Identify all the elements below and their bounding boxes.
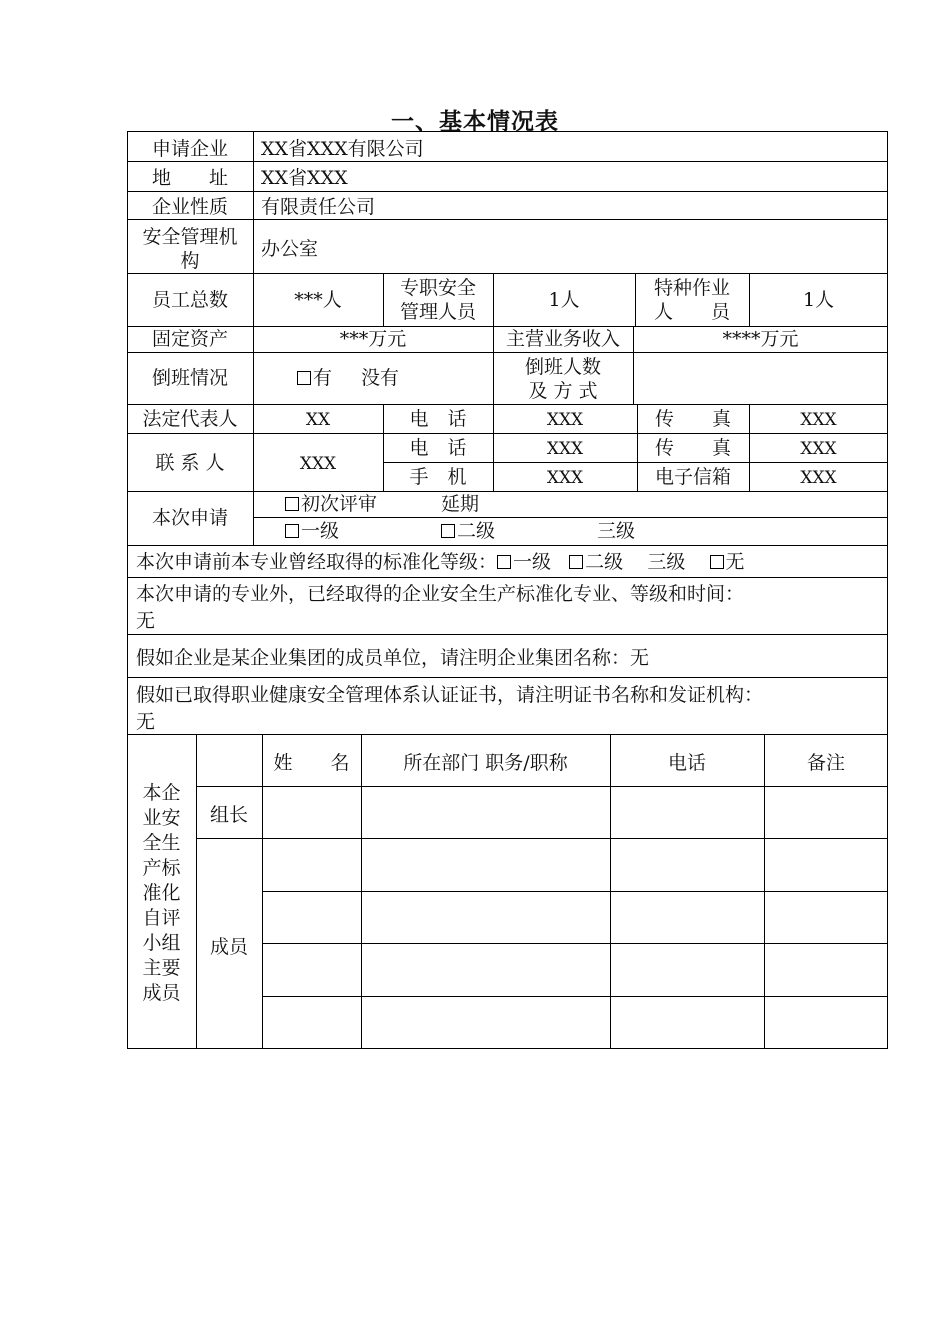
shift-option-yes[interactable]: 有 bbox=[297, 366, 332, 390]
contact-mobile: XXX bbox=[546, 468, 584, 488]
address-label: 地 址 bbox=[151, 167, 228, 189]
income-label: 主营业务收入 bbox=[505, 328, 620, 350]
member-row[interactable] bbox=[263, 997, 887, 1048]
safety-org-label-line1: 安全管理机 bbox=[142, 226, 238, 248]
legal-rep-phone: XXX bbox=[546, 410, 584, 430]
col-header-dept: 所在部门 职务/职称 bbox=[403, 752, 568, 774]
address-value: XX省XXX bbox=[261, 167, 348, 189]
shift-label: 倒班情况 bbox=[151, 367, 228, 389]
legal-rep-fax-label: 传 真 bbox=[654, 408, 731, 430]
prior-level-option-2[interactable]: 二级 bbox=[569, 551, 623, 573]
contact-mobile-label: 手 机 bbox=[409, 466, 467, 488]
assets-label: 固定资产 bbox=[151, 328, 228, 350]
page-title: 一、基本情况表 bbox=[391, 108, 559, 135]
shift-count-label-line1: 倒班人数 bbox=[524, 356, 601, 378]
application-label: 本次申请 bbox=[151, 507, 228, 529]
application-level3-option[interactable]: 三级 bbox=[597, 520, 636, 542]
member-row[interactable] bbox=[263, 944, 887, 995]
prior-level-option-1[interactable]: 一级 bbox=[497, 551, 551, 573]
special-staff-label-line2: 人 员 bbox=[653, 301, 730, 323]
prior-level-row bbox=[136, 550, 745, 574]
checkbox-icon bbox=[285, 497, 299, 511]
member-row[interactable] bbox=[263, 839, 887, 890]
col-header-name: 姓 名 bbox=[273, 752, 350, 774]
legal-rep-fax: XXX bbox=[800, 410, 837, 430]
contact-phone-label: 电 话 bbox=[409, 437, 467, 459]
staff-total-label: 员工总数 bbox=[151, 289, 228, 311]
col-header-phone: 电话 bbox=[667, 752, 706, 774]
member-label: 成员 bbox=[209, 936, 248, 958]
nature-label: 企业性质 bbox=[151, 196, 228, 218]
enterprise-label: 申请企业 bbox=[151, 138, 228, 160]
contact-label: 联 系 人 bbox=[155, 452, 225, 474]
checkbox-icon bbox=[285, 524, 299, 538]
safety-org-value: 办公室 bbox=[261, 238, 319, 260]
safety-staff-value: 1人 bbox=[548, 289, 580, 311]
nature-value: 有限责任公司 bbox=[261, 196, 376, 218]
special-staff-label-line1: 特种作业 bbox=[653, 277, 730, 299]
checkbox-icon bbox=[569, 555, 583, 569]
staff-total-value: ***人 bbox=[294, 289, 342, 311]
leader-phone-cell[interactable] bbox=[611, 787, 763, 837]
enterprise-value: XX省XXX有限公司 bbox=[261, 138, 424, 160]
shift-option-no[interactable]: 没有 bbox=[361, 367, 400, 389]
safety-staff-label-line2: 管理人员 bbox=[399, 301, 476, 323]
contact-fax: XXX bbox=[800, 439, 837, 459]
checkbox-icon bbox=[710, 555, 724, 569]
safety-org-label-line2: 构 bbox=[180, 250, 200, 272]
legal-rep-name: XX bbox=[305, 410, 331, 430]
checkbox-icon bbox=[441, 524, 455, 538]
special-staff-value: 1人 bbox=[802, 289, 835, 311]
application-level1-option[interactable]: 一级 bbox=[285, 519, 339, 543]
application-extend-option[interactable]: 延期 bbox=[441, 493, 480, 515]
leader-label: 组长 bbox=[209, 804, 248, 826]
certificate-text: 假如已取得职业健康安全管理体系认证证书，请注明证书名称和发证机构： bbox=[136, 684, 764, 706]
other-specialty-text: 本次申请的专业外，已经取得的企业安全生产标准化专业、等级和时间： bbox=[136, 583, 745, 605]
income-value: ****万元 bbox=[722, 328, 799, 350]
leader-name-cell[interactable] bbox=[263, 787, 360, 837]
prior-level-option-4[interactable]: 无 bbox=[710, 551, 745, 573]
contact-fax-label: 传 真 bbox=[654, 437, 731, 459]
safety-staff-label-line1: 专职安全 bbox=[399, 277, 476, 299]
contact-phone: XXX bbox=[546, 439, 584, 459]
checkbox-icon bbox=[497, 555, 511, 569]
contact-name: XXX bbox=[299, 454, 337, 474]
group-text: 假如企业是某企业集团的成员单位，请注明企业集团名称：无 bbox=[136, 647, 650, 669]
contact-email: XXX bbox=[800, 468, 837, 488]
application-initial-option[interactable]: 初次评审 bbox=[285, 492, 377, 516]
col-header-note: 备注 bbox=[806, 752, 845, 774]
checkbox-icon bbox=[297, 371, 311, 385]
member-row[interactable] bbox=[263, 892, 887, 942]
other-specialty-value: 无 bbox=[136, 610, 156, 632]
prior-level-option-3[interactable]: 三级 bbox=[647, 551, 686, 573]
shift-count-label-line2: 及 方 式 bbox=[528, 380, 598, 402]
contact-email-label: 电子信箱 bbox=[654, 466, 731, 488]
legal-rep-label: 法定代表人 bbox=[142, 408, 238, 430]
leader-note-cell[interactable] bbox=[765, 787, 887, 837]
assets-value: ***万元 bbox=[339, 328, 407, 350]
application-level2-option[interactable]: 二级 bbox=[441, 519, 495, 543]
certificate-value: 无 bbox=[136, 711, 156, 733]
legal-rep-phone-label: 电 话 bbox=[409, 408, 467, 430]
prior-level-text: 本次申请前本专业曾经取得的标准化等级： bbox=[136, 551, 498, 573]
leader-dept-cell[interactable] bbox=[362, 787, 609, 837]
